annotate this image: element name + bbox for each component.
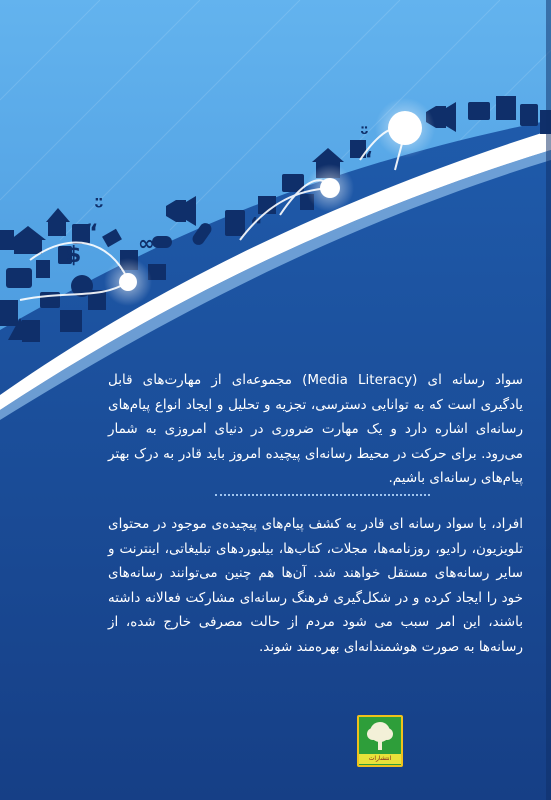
tablet-icon: [225, 210, 245, 236]
svg-text:ᵕ̈: ᵕ̈: [360, 124, 369, 145]
dollar-icon: $: [66, 243, 82, 268]
intro-paragraph: سواد رسانه ای (Media Literacy) مجموعه‌ای از مهارت‌های قابل یادگیری است که به توانایی دسترسی، تجزیه و تحلیل و ایجاد انواع پیام‌های رسانه‌ای اشاره دارد و یک مهارت ضروری در دنیای امروزی به شمار می‌رود. برای حرکت در محیط رسانه‌ای پیچیده امروز باید قادر به درک بهتر پیام‌های رسانه‌ای باشیم.: [108, 372, 523, 486]
svg-text:“: “: [360, 147, 374, 171]
smiley-icon: ᵕ̈: [94, 195, 104, 219]
publisher-logo-text: انتشارات: [359, 754, 401, 764]
svg-text:“: “: [250, 213, 264, 237]
tree-icon: [363, 720, 397, 752]
infinity-icon: [152, 236, 172, 248]
publisher-logo: [357, 715, 403, 767]
monitor-icon: [6, 268, 32, 288]
body-paragraph: افراد، با سواد رسانه ای قادر به کشف پیام‌های پیچیده‌ی موجود در محتوای تلویزیون، رادیو، روزنامه‌ها، مجلات، کتاب‌ها، بیلبوردهای تبلیغاتی، اینترنت و سایر رسانه‌های مستقل خواهند شد. آن‌ها هم چنین می‌توانند رسانه‌های خود را ایجاد کرده و در شکل‌گیری فرهنگ رسانه‌ای مشارکت فعالانه داشته باشند، این امر سبب می شود مردم از حالت مصرفی خارج شده، از رسانه‌ها به صورت هوشمندانه‌ای بهره‌مند شوند.: [108, 516, 523, 655]
dotted-divider: [215, 494, 430, 496]
quote-icon: “: [84, 221, 99, 246]
svg-text:∞: ∞: [138, 231, 155, 255]
